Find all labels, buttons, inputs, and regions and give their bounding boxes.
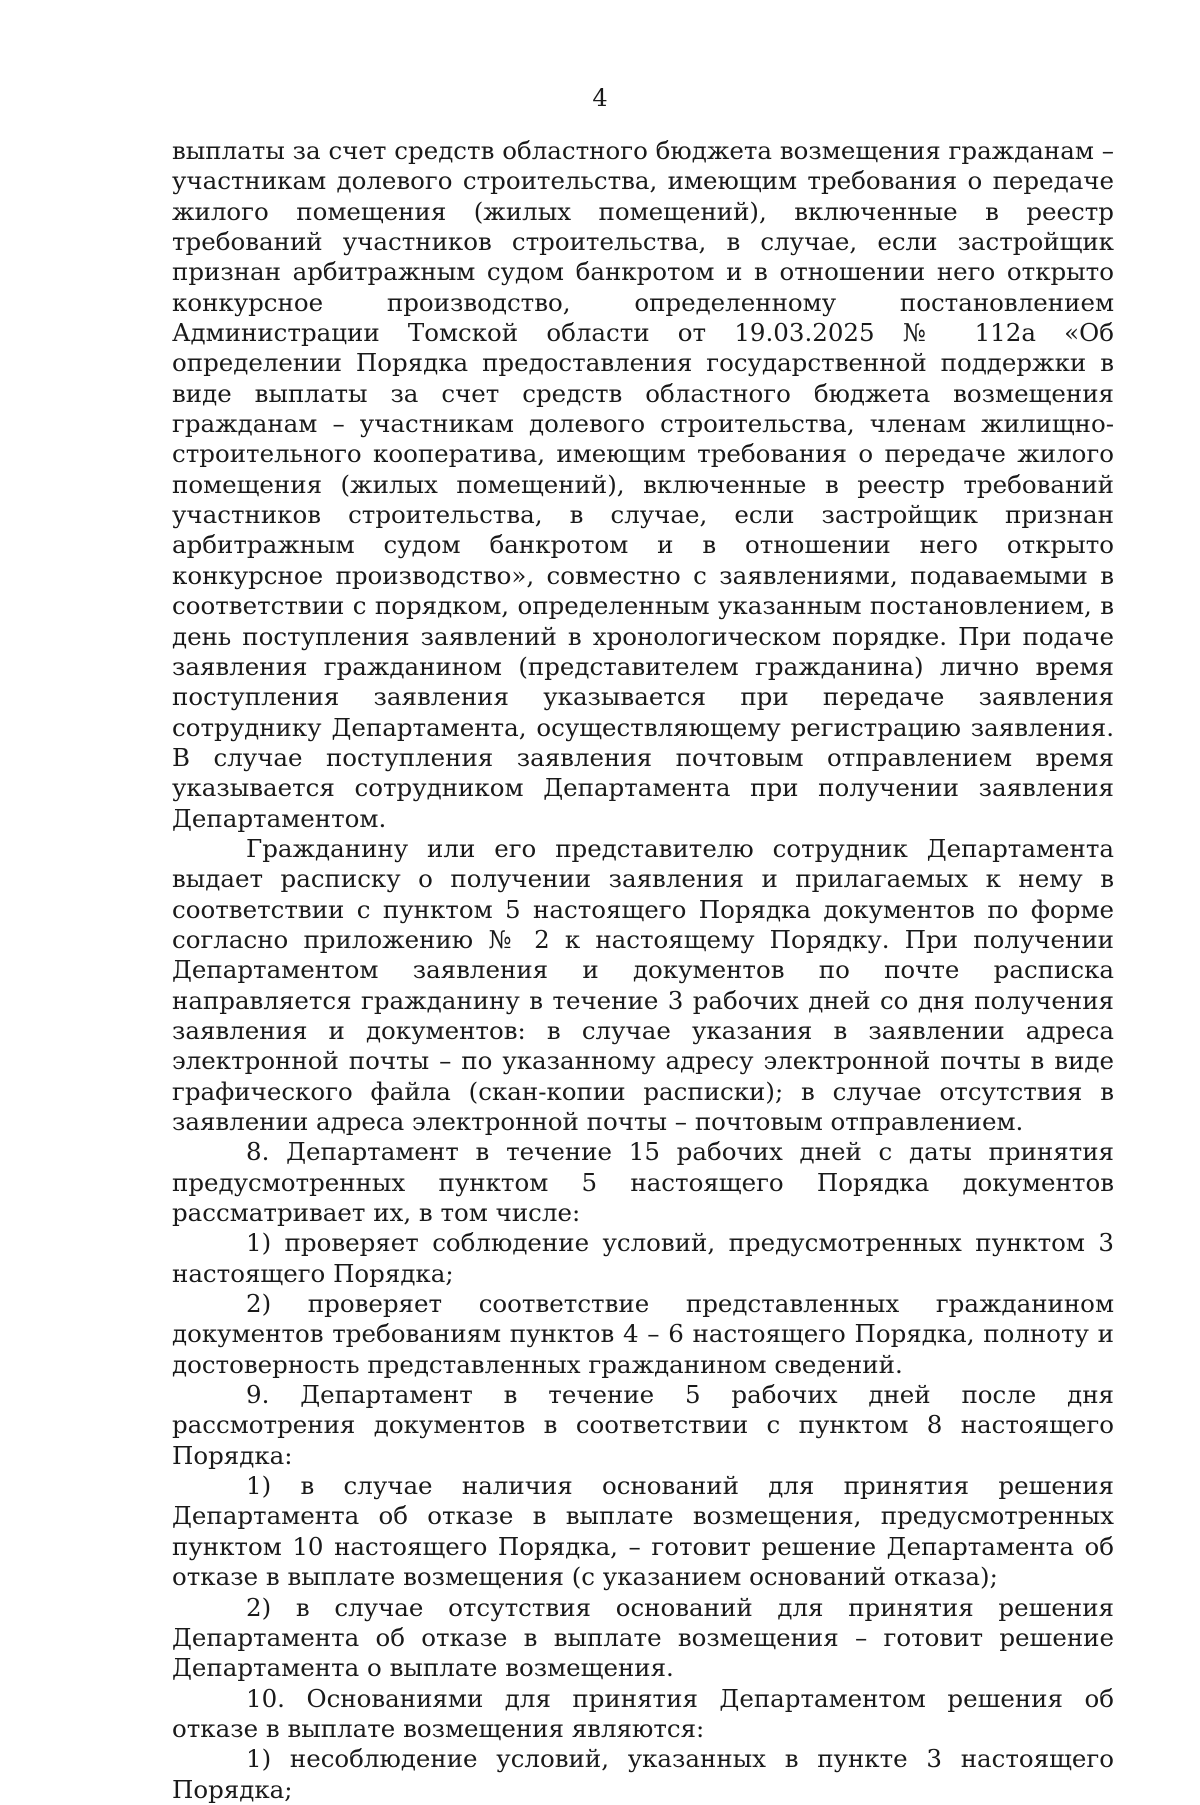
paragraph-receipt: Гражданину или его представителю сотрудник Департамента выдает расписку о получении заявления и прилагаемых к нему в соответствии с пунктом 5 настоящего Порядка документов по форме согласно приложению № 2 к настоящему Порядку. При получении Департаментом заявления и документов по почте расписка направляется гражданину в течение 3 рабочих дней со дня получения заявления и документов: в случае указания в заявлении адреса электронной почты – по указанному адресу электронной почты в виде графического файла (скан-копии расписки); в случае отсутствия в заявлении адреса электронной почты – почтовым отправлением. bbox=[172, 833, 1114, 1136]
paragraph-item-10: 10. Основаниями для принятия Департаментом решения об отказе в выплате возмещения являются: bbox=[172, 1683, 1114, 1743]
paragraph-item-9: 9. Департамент в течение 5 рабочих дней после дня рассмотрения документов в соответствии с пунктом 8 настоящего Порядка: bbox=[172, 1380, 1114, 1470]
paragraph-continuation: выплаты за счет средств областного бюджета возмещения гражданам – участникам долевого строительства, имеющим требования о передаче жилого помещения (жилых помещений), включенные в реестр требований участников строительства, в случае, если застройщик признан арбитражным судом банкротом и в отношении него открыто конкурсное производство, определенному постановлением Администрации Томской области от 19.03.2025 № 112а «Об определении Порядка предоставления государственной поддержки в виде выплаты за счет средств областного бюджета возмещения гражданам – участникам долевого строительства, членам жилищно-строительного кооператива, имеющим требования о передаче жилого помещения (жилых помещений), включенные в реестр требований участников строительства, в случае, если застройщик признан арбитражным судом банкротом и в отношении него открыто конкурсное производство», совместно с заявлениями, подаваемыми в соответствии с порядком, определенным указанным постановлением, в день поступления заявлений в хронологическом порядке. При подаче заявления гражданином (представителем гражданина) лично время поступления заявления указывается при передаче заявления сотруднику Департамента, осуществляющему регистрацию заявления. В случае поступления заявления почтовым отправлением время указывается сотрудником Департамента при получении заявления Департаментом. bbox=[172, 136, 1114, 833]
paragraph-item-10-1: 1) несоблюдение условий, указанных в пункте 3 настоящего Порядка; bbox=[172, 1744, 1114, 1804]
paragraph-item-8-2: 2) проверяет соответствие представленных гражданином документов требованиям пунктов 4 – 6 настоящего Порядка, полноту и достоверность представленных гражданином сведений. bbox=[172, 1289, 1114, 1379]
paragraph-item-9-1: 1) в случае наличия оснований для принятия решения Департамента об отказе в выплате возмещения, предусмотренных пунктом 10 настоящего Порядка, – готовит решение Департамента об отказе в выплате возмещения (с указанием оснований отказа); bbox=[172, 1471, 1114, 1592]
page-number: 4 bbox=[592, 84, 608, 112]
paragraph-item-8: 8. Департамент в течение 15 рабочих дней с даты принятия предусмотренных пунктом 5 настоящего Порядка документов рассматривает их, в том числе: bbox=[172, 1137, 1114, 1228]
paragraph-item-9-2: 2) в случае отсутствия оснований для принятия решения Департамента об отказе в выплате возмещения – готовит решение Департамента о выплате возмещения. bbox=[172, 1592, 1114, 1683]
paragraph-item-8-1: 1) проверяет соблюдение условий, предусмотренных пунктом 3 настоящего Порядка; bbox=[172, 1228, 1114, 1288]
document-body bbox=[172, 136, 1114, 1805]
